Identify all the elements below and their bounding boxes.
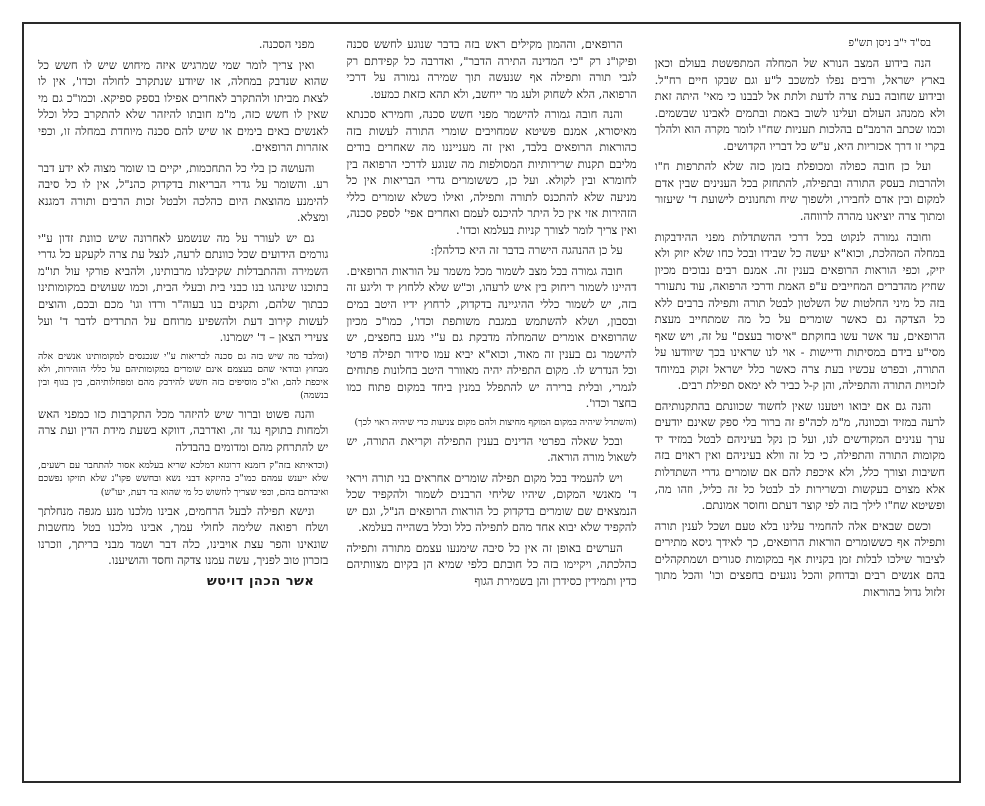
paragraph: (והשתדל שיהיה במקום המוקף מחיצות ולהם מקום צניעות כדי שיהיה ראוי לכך) xyxy=(354,416,637,428)
document-frame xyxy=(22,22,961,783)
paragraph: והנה פשוט וברור שיש להיזהר מכל התקרבות כזו כמפני האש ולמחות בתוקף נגד זה, ואדרבה, דווקא בשעת מידת הדין ועת צרה יש להתרחק מהם ומדומים בהבדלה xyxy=(38,406,329,454)
column-right xyxy=(655,36,945,771)
paragraph: והנה גם אם יבואו ויטענו שאין לחשוד שכוונתם בהתקנותיהם לרעה במזיד ובכוונה, מ"מ לכה"פ זה ברור בלי ספק שאינם יודעים ערך ענינים המקודשים לנו, ועל כן נקל בעיניהם לבטל במזיד יד מקומות התורה והתפילה, כי כל זה וולא בעיניהם ואין ראוים בזה חשיבות וצורך כלל, ולא איכפת להם אם שומרים גדרי השתדלות אלא מצוים בעקשות ובשרירות לב לבטל כל זה כליל, וזהו מה, ופשיטא שח"ו לילך בזה לפי קוצר דעתם וחוסר אמונתם. xyxy=(654,398,945,513)
paragraph: הערשים באופן זה אין כל סיבה שימנעו עצמם מתורה ותפילה כהלכתה, ויקיימו בזה כל חובתם כלפי שמיא הן בקיום מצוותיהם כדין ותמידין כסידרן והן בשמירת הגוף xyxy=(346,540,637,588)
paragraph: מפני הסכנה. xyxy=(258,37,315,51)
paragraph: ועל כן חובה כפולה ומכופלת בזמן כזה שלא להתרפות ח"ו ולהרבות בעסק התורה ובתפילה, להתחזק בכל הענינים שבין אדם למקום ובין אדם לחבירו, ולשפוך שיח ותחנונים לישועת ד' שיעזור ומתוך צרה יוציאנו מהרה לרווחה. xyxy=(654,159,945,223)
paragraph: והנה חובה גמורה להישמר מפני חשש סכנה, וחמירא סכנתא מאיסורא, אמנם פשיטא שמחויבים שומרי התורה לעשות בזה כהוראות הרופאים בלבד, ואין זה מענייננו מה שאחרים בודים מליבם תקנות שרירותיות המסולפות מה שנוגע לדרכי הרפואה בין לחומרא ובין לקולא. ועל כן, כששומרים גדרי הבריאות אין כל מניעה שלא להתכנס לתורה ותפילה, ואילו כשלא שומרים כללי הזהירות אזי אין כל היתר להיכנס לעמם ואחרים אפי' לספק סכנה, ואין צריך לומר לצורך קניות בעלמא וכדו'. xyxy=(346,107,637,237)
paragraph: ונישא תפילה לבעל הרחמים, אבינו מלכנו מנע מגפה מנחלתך ושלח רפואה שלימה לחולי עמך, אבינו מלכנו בטל מחשבות שונאינו והפר עצת אויבינו, כלה דבר ושמד מבני בריתך, וזכרנו בזכרון טוב לפניך, עשה עמנו צדקה וחסד והושיענו. xyxy=(38,503,329,568)
paragraph: הרופאים, וההמון מקילים ראש בזה בדבר שנוגע לחשש סכנה ופיקו"נ רק "כי המדינה התירה הדבר", ואדרבה כל קפידתם רק לגבי תורה ותפילה אף שנעשה תוך שמירה גמורה על דרכי הרפואה, הלא לשחוק ולעג מר ייחשב, ולא תהא כזאת כמעט. xyxy=(346,37,637,101)
paragraph: ואין צריך לומר שמי שמרגיש איזה מיחוש שיש לו חשש כל שהוא שנדבק במחלה, או שיודע שנתקרב לחולה וכדו', אין לו לצאת מביתו ולהתקרב לאחרים אפילו בספק ספיקא. וכמו"כ גם מי שאין לו חשש כזה, מ"מ חובתו להיזהר שלא להתקרב כלל וכלל לאנשים באים בימים או שיש להם סכנה מיוחדת במחלה זו, וכפי אזהרות הרופאים. xyxy=(38,57,329,155)
paragraph: (וכדאיתא בזה"ק דזמנא דרוגזא דמלכא שריא בעלמא אסור להתחבר עם רשעים, שלא ייענש עמהם כמו"כ בהיזקא דבני נשא ובחשש פקו"נ שלא תזיקו נפשכם ואיבדתם בהם, וכפי שצריך לחשוש כל מי שהוא בר דעת, יעו"ש) xyxy=(38,460,329,498)
paragraph: ובכל שאלה בפרטי הדינים בענין התפילה וקריאת התורה, יש לשאול מורה הוראה. xyxy=(346,433,637,465)
paragraph: על כן ההנהגה הישרה בדבר זה היא כדלהלן: xyxy=(430,243,623,258)
paragraph: וכשם שבאים אלה להחמיר עלינו בלא טעם ושכל לענין תורה ותפילה אף כששומרים הוראות הרופאים, כך לאידך גיסא מתירים לציבור שילכו לבלות זמן בקניות אף במקומות סגורים ושמתקהלים בהם אנשים רבים ובדוחק והכל נוגעים בחפצים וכו' והכל מתוך זלזול גדול בהוראות xyxy=(654,518,945,599)
paragraph: וחובה גמורה לנקוט בכל דרכי ההשתדלות מפני ההידבקות במחלה המהלכת, וכוא"א יעשה כל שבידו ובכל כחו שלא יזוק ולא יזיק, וכפי הוראות הרופאים בענין זה. אמנם רבים נבוכים מכיון שחיץ מהדברים המחייבים ע"פ האמת ודרכי הרפואה, עוד נתעורר בזה כל מיני החלטות של השלטון לבטל תורה ותפילה ברבים ללא כל הצדקה גם כאשר שומרים על כל מה שמתחייב מעצת הרופאים, עד אשר עשו בחוקתם "איסור בעצם" על זה, ויש שאף מסי"ע בידם במסיתות ודיישות - אוי לנו שראינו בכך שיוודעו על התורה, ובפרט עכשיו בעת צרה כאשר כלל ישראל זקוק במיוחד לזכויות התורה והתפילה, והן ק-ל כביר לא ימאס תפילת רבים. xyxy=(654,229,945,393)
paragraph: גם יש לעורר על מה שנשמע לאחרונה שיש כוונת זדון ע"י גורמים הידועים שכל כוונתם לרעה, לנצל עת צרה לקעקע כל גדרי השמירה וההתבדלות שקיבלנו מרבותינו, ולהביא פורקי עול תו"מ בתוכנו שינהגו בנו כבני בית ובעלי הבית, וכמו שעושים במקומותינו כבתוך שלהם, ותקנים בנו בעוה"ר ורדו וגו' מכם ובכם, והוצים לעשות קירוב דעת ולהשפיע מרוחם על התרדים לדבר ד' ועל צעירי הצאן – ד' ישמרנו. xyxy=(38,230,329,345)
signature: אשר הכהן דויטש xyxy=(206,573,315,589)
paragraph: (ומלבד מה שיש בזה גם סכנה לבריאות ע"י שנכנסים למקומותינו אנשים אלה מבחוץ ובודאי שהם בעצמם אינם שומרים במקומותיהם על כללי הזהירות, ולא איכפת להם, וא"כ מוסיפים בזה חשש להידבק מהם ומפחלותיהם, בין בגוף ובין בנשמה) xyxy=(38,350,329,401)
dateline: בס"ד י"ב ניסן תש"פ xyxy=(848,37,931,49)
paragraph: והעושה כן בלי כל התחכמות, יקיים בו שומר מצוה לא ידע דבר רע. והשומר על גדרי הבריאות בדקדוק כהנ"ל, אין לו כל סיבה להימנע מהוצאת היום כהלכה ולבטל זכות הרבים ותורה דמגנא ומצלא. xyxy=(38,160,329,225)
paragraph: חובה גמורה בכל מצב לשמור מכל משמר על הוראות הרופאים. דהיינו לשמור ריחוק בין איש לרעהו, וכ"ש שלא ללחוץ יד וליגע זה בזה, יש לשמור כללי ההיגיינה בדקדוק, לרחוץ ידיו היטב במים ובסבון, ושלא להשתמש במגבת משותפת וכדו', כמו"כ מכיון שהרופאים אומרים שהמחלה מדבקת גם ע"י מגע בחפצים, יש להישמר גם בענין זה מאוד, וכוא"א יביא עמו סידור תפילה פרטי וכל הנדרש לו. מקום התפילה יהיה מאוורר היטב בחלונות פתוחים לגמרי, ובלית ברירה יש להתפלל במנין ביחד במקום פתוח כמו בחצר וכדו'. xyxy=(346,263,637,411)
paragraph: הנה בידוע המצב הנורא של המחלה המתפשטת בעולם וכאן בארץ ישראל, ורבים נפלו למשכב ל"ע וגם שבקו חיים רח"ל. ובידוע שחובה בעת צרה לדעת ולתת אל לבבנו כי מאי' היתה זאת ולא ממנהג העולם ועלינו לשוב באמת ובתמים לאבינו שבשמים. וכמו שכתב הרמב"ם בהלכות תעניות שח"ו לומר מקרה הוא ולהלך בקרי זו דרך אכזריות היא, ע"ש כל דבריו הקדושים. xyxy=(654,56,945,153)
paragraph: ויש להעמיד בכל מקום תפילה שומרים אחראים בני תורה ויראי ד' מאנשי המקום, שיהיו שליחי הרבנים לשמור ולהקפיד שכל הנמצאים שם שומרים בדקדוק כל הוראות הרופאים הנ"ל, וגם יש להקפיד שלא יבוא אחד מהם לתפילה כלל וכלל בשהייה בעלמא. xyxy=(346,470,637,535)
text-columns xyxy=(38,36,945,771)
column-left xyxy=(38,36,328,771)
column-middle xyxy=(346,36,636,771)
